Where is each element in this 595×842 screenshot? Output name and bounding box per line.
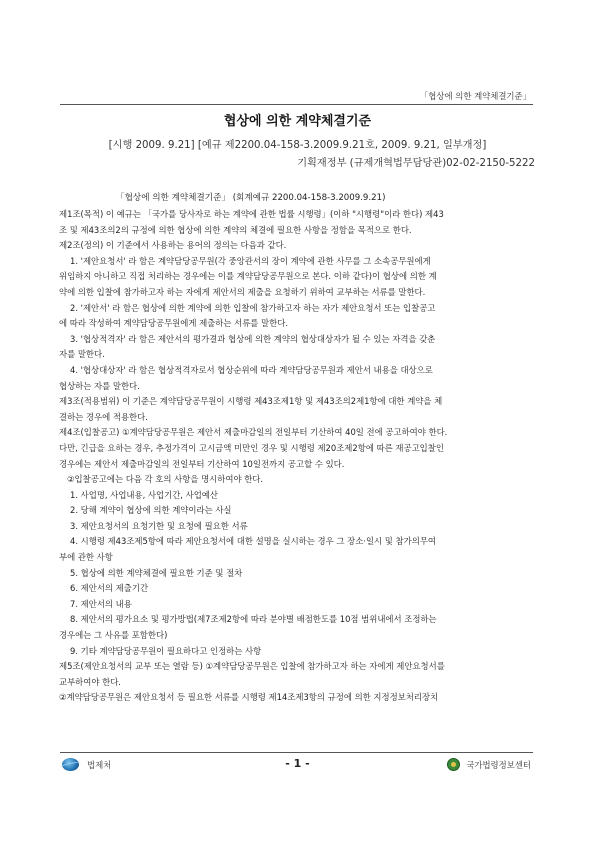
text-line: 3. 제안요청서의 요청기한 및 요청에 필요한 서류 [70,520,248,531]
text-line: 결하는 경우에 적용한다. [59,411,148,422]
running-header: 「협상에 의한 계약체결기준」 [419,91,531,101]
text-line: 2. '제안서' 라 함은 협상에 의한 계약에 의한 입찰에 참가하고자 하는 자가 제안요청서 또는 입찰공고 [70,302,436,313]
short-title: 「협상에 의한 계약체결기준」 (회계예규 2200.04-158-3.2009.9.21) [116,193,386,203]
ministry-line: 기획재정부 (규제개혁법무담당관)02-02-2150-5222 [297,158,535,169]
footer-rule [60,752,533,753]
text-line: 위임하지 아니하고 직접 처리하는 경우에는 이를 계약담당공무원으로 본다. 이하 같다)이 협상에 의한 계 [59,271,437,282]
revision-line: [시행 2009. 9.21] [예규 제2200.04-158-3.2009.9.21호, 2009. 9.21, 일부개정] [108,140,487,151]
text-line: 에 따라 작성하여 계약담당공무원에게 제출하는 서류를 말한다. [59,318,288,329]
text-line: ②입찰공고에는 다음 각 호의 사항을 명시하여야 한다. [67,474,264,485]
text-line: 제5조(제안요청서의 교부 또는 열람 등) ①계약담당공무원은 입찰에 참가하고자 하는 자에게 제안요청서를 [59,661,445,672]
page-number: - 1 - [285,757,310,770]
text-line: 2. 당해 계약이 협상에 의한 계약이라는 사실 [70,505,232,516]
text-line: 협상하는 자를 말한다. [59,380,140,391]
text-line: 6. 제안서의 제출기간 [70,583,149,594]
text-line: 7. 제안서의 내용 [70,598,132,609]
text-line: 교부하여야 한다. [59,676,121,687]
text-line: 9. 기타 계약담당공무원이 필요하다고 인정하는 사항 [70,645,262,656]
text-line: 제3조(적용범위) 이 기준은 계약담당공무원이 시행령 제43조제1항 및 제43조의2제1항에 대한 계약을 체 [59,396,443,407]
text-line: 1. 사업명, 사업내용, 사업기간, 사업예산 [70,489,218,500]
footer-right-label: 국가법령정보센터 [466,759,531,770]
footer-right [447,758,531,771]
text-line: 4. '협상대상자' 라 함은 협상적격자로서 협상순위에 따라 계약담당공무원과 제안서 내용을 대상으로 [70,364,433,375]
law-center-logo-icon [447,758,460,771]
document-title: 협상에 의한 계약체결기준 [223,114,372,129]
text-line: 자를 말한다. [59,349,105,360]
text-line: 1. '제안요청서' 라 함은 계약담당공무원(각 중앙관서의 장이 계약에 관한 사무를 그 소속공무원에게 [70,255,431,266]
text-line: 3. '협상적격자' 라 함은 제안서의 평가결과 협상에 의한 계약의 협상대상자가 될 수 있는 자격을 갖춘 [70,333,436,344]
text-line: 제1조(목적) 이 예규는 「국가를 당사자로 하는 계약에 관한 법률 시행령」(이하 "시행령"이라 한다) 제43 [59,209,444,219]
text-line: 조 및 제43조의2의 규정에 의한 협상에 의한 계약의 체결에 필요한 사항을 정함을 목적으로 한다. [59,224,412,235]
body-text [59,207,541,706]
text-line: 경우에는 그 사유를 포함한다) [59,630,168,641]
footer-left-label: 법제처 [87,759,112,770]
text-line: ②계약담당공무원은 제안요청서 등 필요한 서류를 시행령 제14조제3항의 규정에 의한 지정정보처리장치 [59,692,439,703]
text-line: 제4조(입찰공고) ①계약담당공무원은 제안서 제출마감일의 전일부터 기산하여 40일 전에 공고하여야 한다. [59,427,448,438]
text-line: 다만, 긴급을 요하는 경우, 추정가격이 고시금액 미만인 경우 및 시행령 제20조제2항에 따른 재공고입찰인 [59,442,444,453]
text-line: 8. 제안서의 평가요소 및 평가방법(제7조제2항에 따라 분야별 배점한도를 10점 범위내에서 조정하는 [70,614,437,625]
text-line: 제2조(정의) 이 기준에서 사용하는 용어의 정의는 다음과 같다. [59,240,287,251]
text-line: 약에 의한 입찰에 참가하고자 하는 자에게 제안서의 제출을 요청하기 위하여 교부하는 서류를 말한다. [59,286,426,297]
text-line: 4. 시행령 제43조제5항에 따라 제안요청서에 대한 설명을 실시하는 경우 그 장소·일시 및 참가의무여 [70,536,437,547]
header-rule [60,104,533,105]
text-line: 5. 협상에 의한 계약체결에 필요한 기준 및 절차 [70,567,243,578]
text-line: 경우에는 제안서 제출마감일의 전일부터 기산하여 10일전까지 공고할 수 있다. [59,458,345,469]
text-line: 부에 관한 사항 [59,552,113,563]
